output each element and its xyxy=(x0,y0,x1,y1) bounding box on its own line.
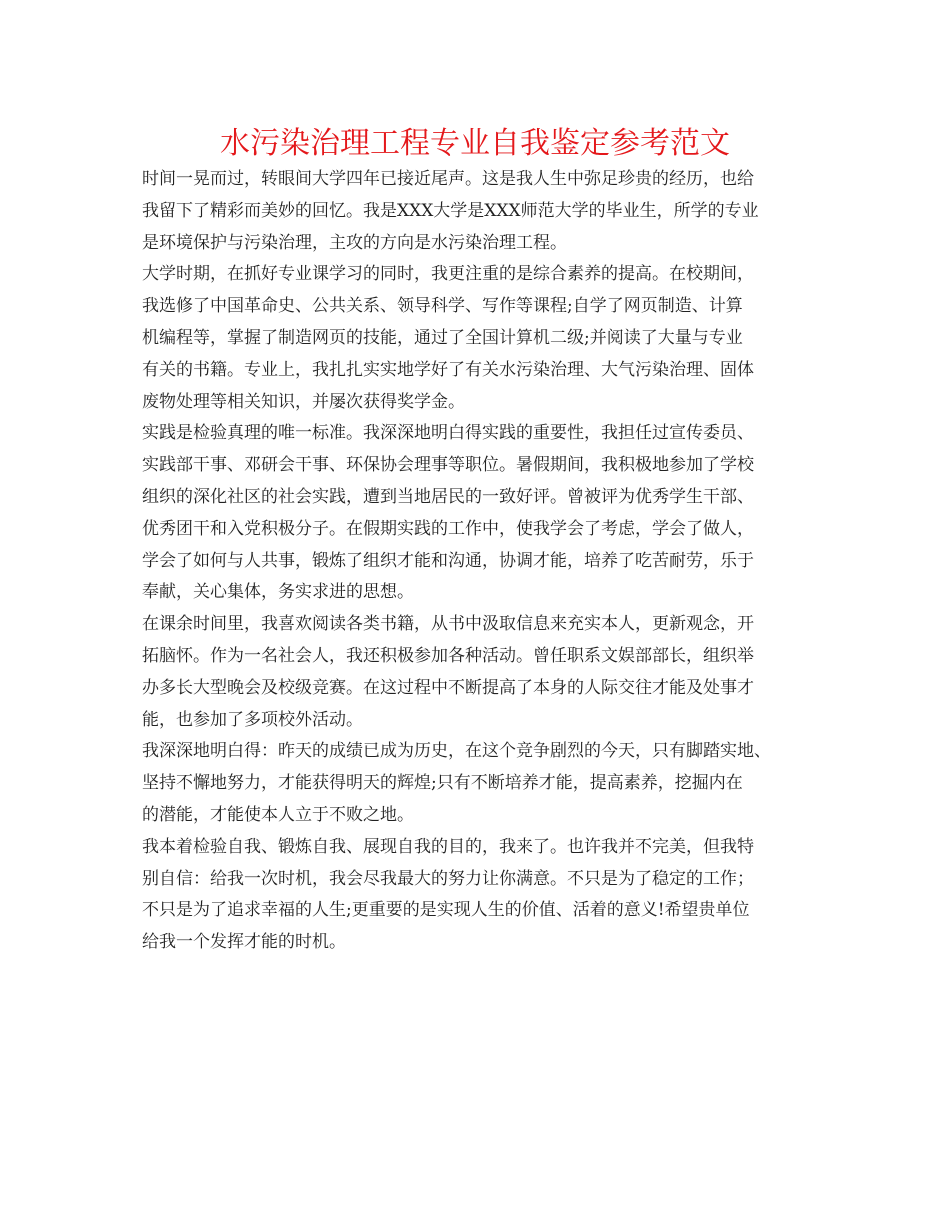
text-line: 我留下了精彩而美妙的回忆。我是XXX大学是XXX师范大学的毕业生，所学的专业 xyxy=(142,200,759,221)
text-line: 时间一晃而过，转眼间大学四年已接近尾声。这是我人生中弥足珍贵的经历，也给 xyxy=(142,169,754,189)
text-line: 别自信：给我一次时机，我会尽我最大的努力让你满意。不只是为了稳定的工作； xyxy=(142,868,754,889)
text-line: 实践部干事、邓研会干事、环保协会理事等职位。暑假期间，我积极地参加了学校 xyxy=(142,455,754,476)
paragraph xyxy=(142,736,832,831)
document-title: 水污染治理工程专业自我鉴定参考范文 xyxy=(220,126,730,161)
paragraph xyxy=(142,832,832,959)
text-line: 能，也参加了多项校外活动。 xyxy=(142,709,363,730)
text-line: 坚持不懈地努力，才能获得明天的辉煌;只有不断培养才能，提高素养，挖掘内在 xyxy=(142,773,743,794)
text-line: 废物处理等相关知识，并屡次获得奖学金。 xyxy=(142,391,465,412)
text-line: 是环境保护与污染治理，主攻的方向是水污染治理工程。 xyxy=(142,232,567,253)
text-line: 给我一个发挥才能的时机。 xyxy=(142,932,346,953)
text-line: 在课余时间里，我喜欢阅读各类书籍，从书中汲取信息来充实本人，更新观念，开 xyxy=(142,614,754,635)
text-line: 奉献，关心集体，务实求进的思想。 xyxy=(142,582,414,603)
text-line: 我选修了中国革命史、公共关系、领导科学、写作等课程;自学了网页制造、计算 xyxy=(142,296,743,317)
text-line: 我深深地明白得：昨天的成绩已成为历史，在这个竞争剧烈的今天，只有脚踏实地、 xyxy=(142,741,771,762)
text-line: 学会了如何与人共事，锻炼了组织才能和沟通，协调才能，培养了吃苦耐劳，乐于 xyxy=(142,550,754,571)
paragraph xyxy=(142,259,832,418)
text-line: 机编程等，掌握了制造网页的技能，通过了全国计算机二级;并阅读了大量与专业 xyxy=(142,327,743,348)
text-line: 实践是检验真理的唯一标准。我深深地明白得实践的重要性，我担任过宣传委员、 xyxy=(142,423,754,444)
document-body xyxy=(142,164,832,959)
text-line: 办多长大型晚会及校级竞赛。在这过程中不断提高了本身的人际交往才能及处事才 xyxy=(142,677,754,698)
text-line: 大学时期，在抓好专业课学习的同时，我更注重的是综合素养的提高。在校期间， xyxy=(142,264,754,285)
text-line: 组织的深化社区的社会实践，遭到当地居民的一致好评。曾被评为优秀学生干部、 xyxy=(142,486,754,507)
text-line: 的潜能，才能使本人立于不败之地。 xyxy=(142,804,414,825)
paragraph xyxy=(142,609,832,736)
text-line: 不只是为了追求幸福的人生;更重要的是实现人生的价值、活着的意义!希望贵单位 xyxy=(142,900,750,921)
text-line: 优秀团干和入党积极分子。在假期实践的工作中，使我学会了考虑，学会了做人， xyxy=(142,518,754,539)
paragraph xyxy=(142,164,832,259)
text-line: 有关的书籍。专业上，我扎扎实实地学好了有关水污染治理、大气污染治理、固体 xyxy=(142,359,754,380)
paragraph xyxy=(142,418,832,609)
text-line: 我本着检验自我、锻炼自我、展现自我的目的，我来了。也许我并不完美，但我特 xyxy=(142,836,754,857)
text-line: 拓脑怀。作为一名社会人，我还积极参加各种活动。曾任职系文娱部部长，组织举 xyxy=(142,645,754,666)
